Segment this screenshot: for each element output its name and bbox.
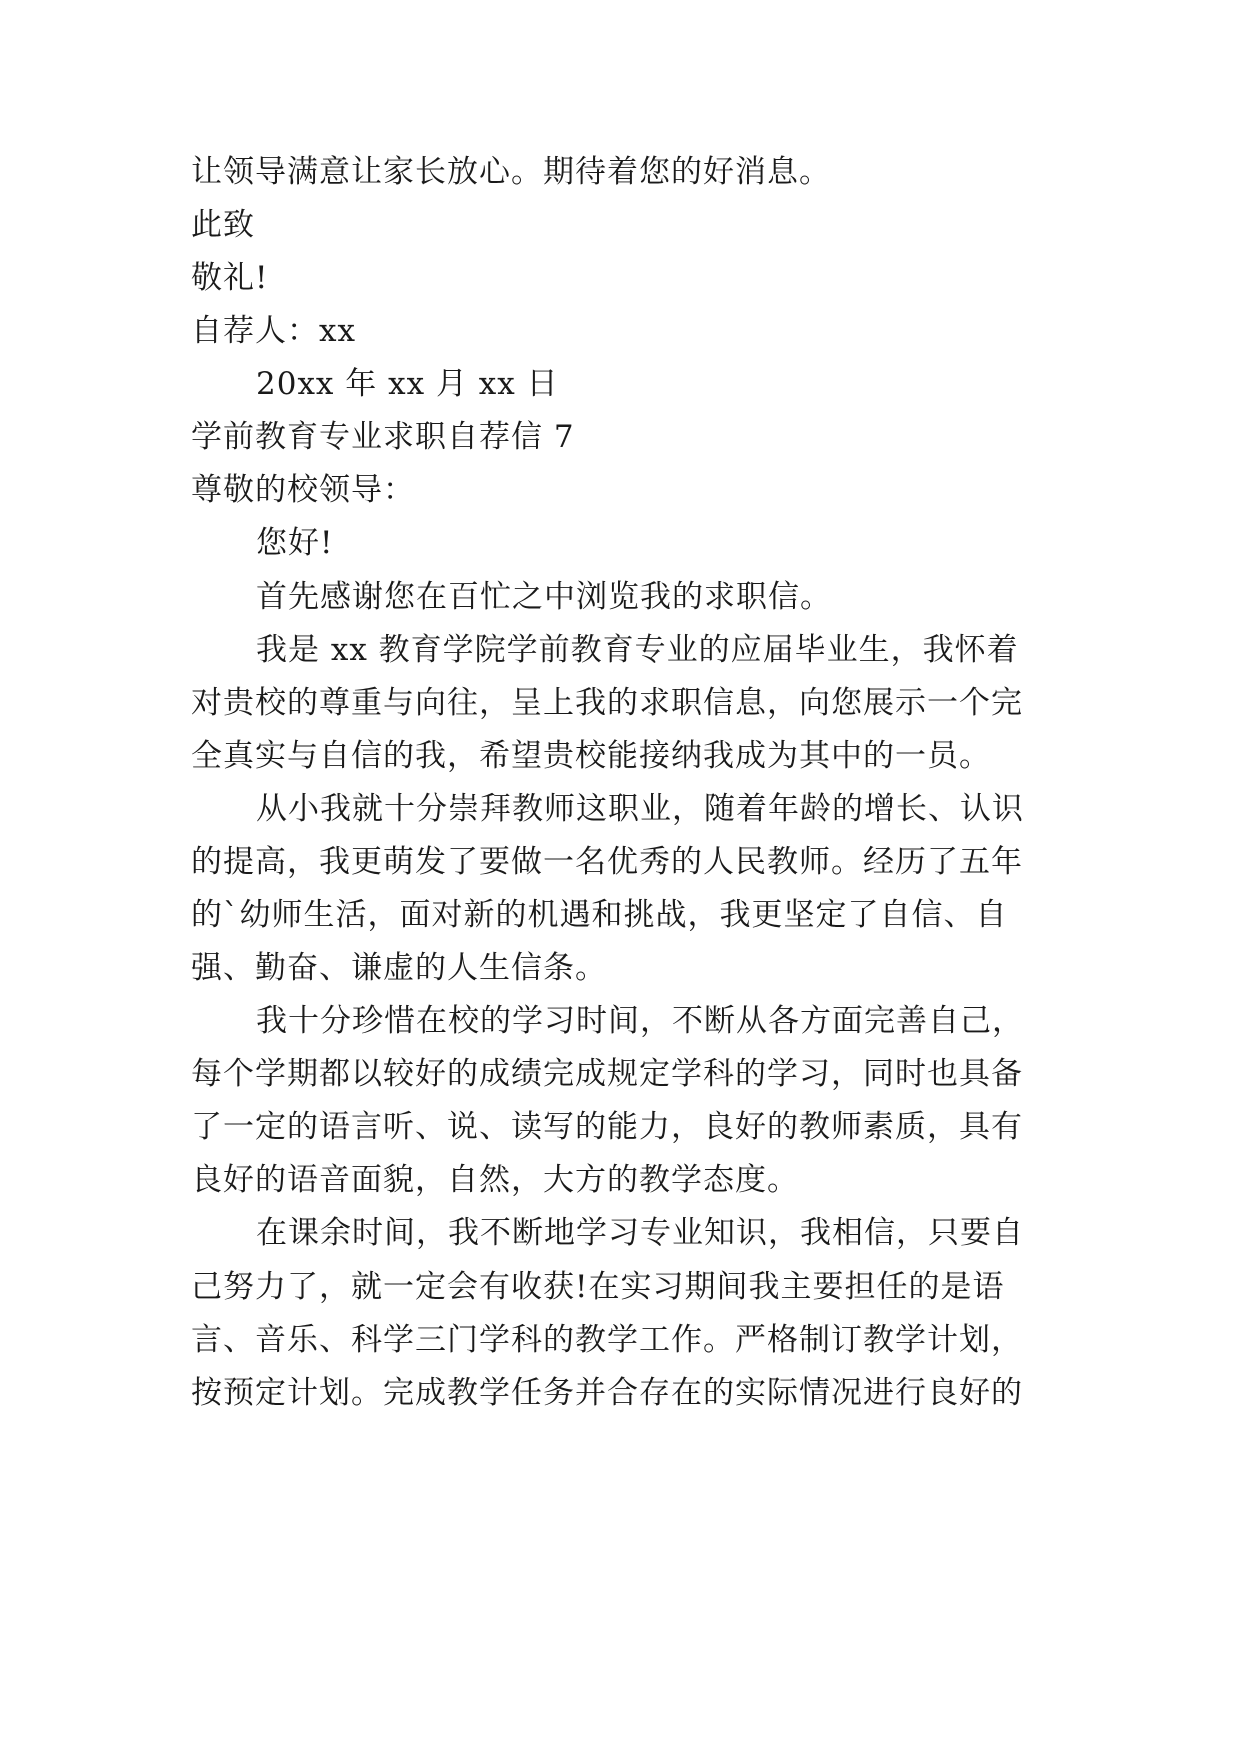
paragraph-line: 己努力了，就一定会有收获!在实习期间我主要担任的是语 xyxy=(191,1269,1005,1305)
hello-line: 您好! xyxy=(256,525,334,561)
paragraph-line: 我是 xx 教育学院学前教育专业的应届毕业生，我怀着 xyxy=(256,632,1019,668)
paragraph-line: 首先感谢您在百忙之中浏览我的求职信。 xyxy=(256,579,832,615)
section-title: 学前教育专业求职自荐信 7 xyxy=(191,419,575,455)
paragraph-line: 从小我就十分崇拜教师这职业，随着年龄的增长、认识 xyxy=(256,791,1024,827)
paragraph-line: 良好的语音面貌，自然，大方的教学态度。 xyxy=(191,1162,799,1198)
salutation-jingli: 敬礼! xyxy=(191,260,269,296)
paragraph-line: 的`幼师生活，面对新的机遇和挑战，我更坚定了自信、自 xyxy=(191,897,1008,933)
paragraph-line: 言、音乐、科学三门学科的教学工作。严格制订教学计划， xyxy=(191,1322,1023,1358)
paragraph-line: 我十分珍惜在校的学习时间，不断从各方面完善自己， xyxy=(256,1003,1024,1039)
paragraph-line: 按预定计划。完成教学任务并合存在的实际情况进行良好的 xyxy=(191,1375,1023,1411)
salutation-cizhi: 此致 xyxy=(191,207,255,243)
paragraph-line: 在课余时间，我不断地学习专业知识，我相信，只要自 xyxy=(256,1215,1024,1251)
greeting-line: 尊敬的校领导： xyxy=(191,472,415,508)
paragraph-line: 全真实与自信的我，希望贵校能接纳我成为其中的一员。 xyxy=(191,738,991,774)
paragraph-line: 每个学期都以较好的成绩完成规定学科的学习，同时也具备 xyxy=(191,1056,1023,1092)
paragraph-line: 对贵校的尊重与向往，呈上我的求职信息，向您展示一个完 xyxy=(191,685,1023,721)
closing-sentence: 让领导满意让家长放心。期待着您的好消息。 xyxy=(191,154,831,190)
paragraph-line: 强、勤奋、谦虚的人生信条。 xyxy=(191,950,607,986)
paragraph-line: 了一定的语言听、说、读写的能力，良好的教师素质，具有 xyxy=(191,1109,1023,1145)
date-line: 20xx 年 xx 月 xx 日 xyxy=(256,366,559,402)
paragraph-line: 的提高，我更萌发了要做一名优秀的人民教师。经历了五年 xyxy=(191,844,1023,880)
signature-line: 自荐人：xx xyxy=(191,313,356,349)
